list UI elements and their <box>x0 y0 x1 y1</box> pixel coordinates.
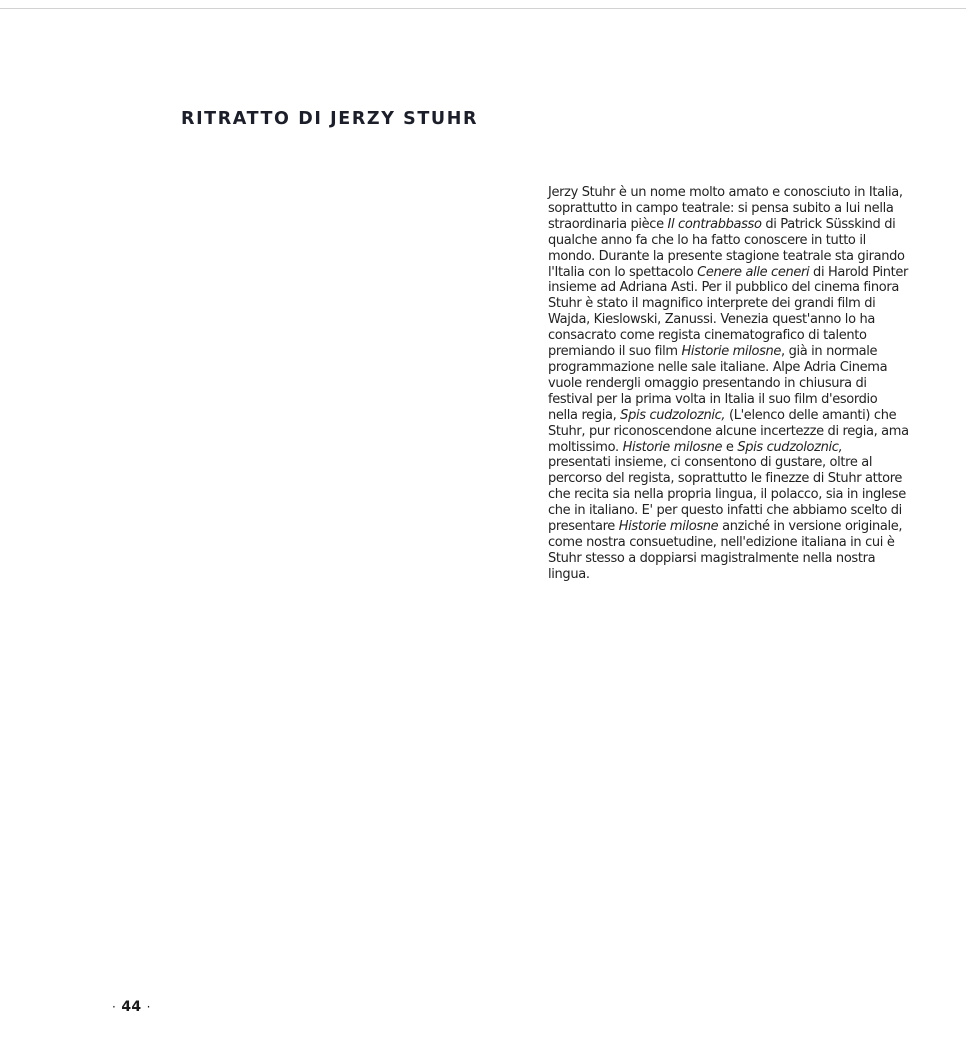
text-run: di Patrick Süsskind di <box>761 216 896 232</box>
italic-title-run: Historie milosne <box>681 344 782 360</box>
text-run: percorso del regista, soprattutto le finezze di Stuhr attore <box>548 471 903 487</box>
text-line <box>548 519 903 535</box>
italic-title-run: Spis cudzoloznic, <box>737 439 843 455</box>
article-body <box>548 185 909 583</box>
italic-title-run: Cenere alle ceneri <box>697 264 810 280</box>
text-line <box>548 567 893 583</box>
text-line <box>548 487 906 503</box>
text-line <box>548 551 893 567</box>
page-number-value: 44 <box>121 999 142 1015</box>
text-run: soprattutto in campo teatrale: si pensa subito a lui nella <box>548 200 894 216</box>
text-run: programmazione nelle sale italiane. Alpe Adria Cinema <box>548 359 888 375</box>
text-run: , già in normale <box>781 344 878 360</box>
text-run: che recita sia nella propria lingua, il polacco, sia in inglese <box>548 487 906 503</box>
italic-title-run: Historie milosne <box>622 439 723 455</box>
text-line <box>548 423 909 440</box>
text-line <box>548 233 893 249</box>
text-run: Wajda, Kieslowski, Zanussi. Venezia quest'anno lo ha <box>548 312 875 328</box>
text-run: Stuhr stesso a doppiarsi magistralmente nella nostra <box>548 550 876 566</box>
text-run: premiando il suo film <box>548 344 682 360</box>
text-run: Stuhr è stato il magnifico interprete dei grandi film di <box>548 296 876 312</box>
italic-title-run: Il contrabbasso <box>667 216 762 232</box>
text-line <box>548 440 893 456</box>
page-number-dot-left: · <box>112 1000 117 1014</box>
text-line <box>548 185 903 201</box>
italic-title-run: Spis cudzoloznic, <box>620 407 726 423</box>
text-run: e <box>722 439 738 455</box>
text-run: (L'elenco delle amanti) che <box>725 407 897 423</box>
text-line <box>548 264 909 281</box>
text-run: presentati insieme, ci consentono di gustare, oltre al <box>548 455 873 471</box>
text-line <box>548 312 893 328</box>
text-line <box>548 280 900 296</box>
text-line <box>548 455 893 471</box>
text-run: moltissimo. <box>548 439 623 455</box>
text-run: Jerzy Stuhr è un nome molto amato e conosciuto in Italia, <box>548 185 903 200</box>
text-run: vuole rendergli omaggio presentando in chiusura di <box>548 375 867 391</box>
text-run: di Harold Pinter <box>809 264 909 280</box>
text-line <box>548 201 893 217</box>
text-line <box>548 392 893 408</box>
text-line <box>548 535 893 551</box>
text-line <box>548 407 897 424</box>
text-line <box>548 328 893 344</box>
text-run: qualche anno fa che lo ha fatto conoscere in tutto il <box>548 232 866 248</box>
text-run: festival per la prima volta in Italia il suo film d'esordio <box>548 391 878 407</box>
text-run: presentare <box>548 519 619 535</box>
text-line <box>548 360 893 376</box>
italic-title-run: Historie milosne <box>618 519 719 535</box>
text-run: anziché in versione originale, <box>718 519 903 535</box>
text-run: insieme ad Adriana Asti. Per il pubblico del cinema finora <box>548 280 900 296</box>
text-line <box>548 376 893 392</box>
text-run: straordinaria pièce <box>548 216 668 232</box>
article-title: RITRATTO DI JERZY STUHR <box>181 109 479 129</box>
text-line <box>548 344 893 360</box>
text-run: che in italiano. E' per questo infatti che abbiamo scelto di <box>548 503 902 519</box>
text-run: nella regia, <box>548 407 621 423</box>
text-run: mondo. Durante la presente stagione teatrale sta girando <box>548 248 905 264</box>
text-line <box>548 248 905 265</box>
text-run: lingua. <box>548 566 590 582</box>
text-line <box>548 216 896 233</box>
page-number <box>112 999 151 1015</box>
text-run: Stuhr, pur riconoscendone alcune incertezze di regia, ama <box>548 423 909 439</box>
page-number-dot-right: · <box>146 1000 151 1014</box>
text-run: come nostra consuetudine, nell'edizione italiana in cui è <box>548 534 895 550</box>
text-run: consacrato come regista cinematografico di talento <box>548 328 867 344</box>
text-line <box>548 503 902 519</box>
text-run: l'Italia con lo spettacolo <box>548 264 698 280</box>
text-line <box>548 471 903 487</box>
top-divider <box>0 8 966 9</box>
text-line <box>548 296 893 312</box>
